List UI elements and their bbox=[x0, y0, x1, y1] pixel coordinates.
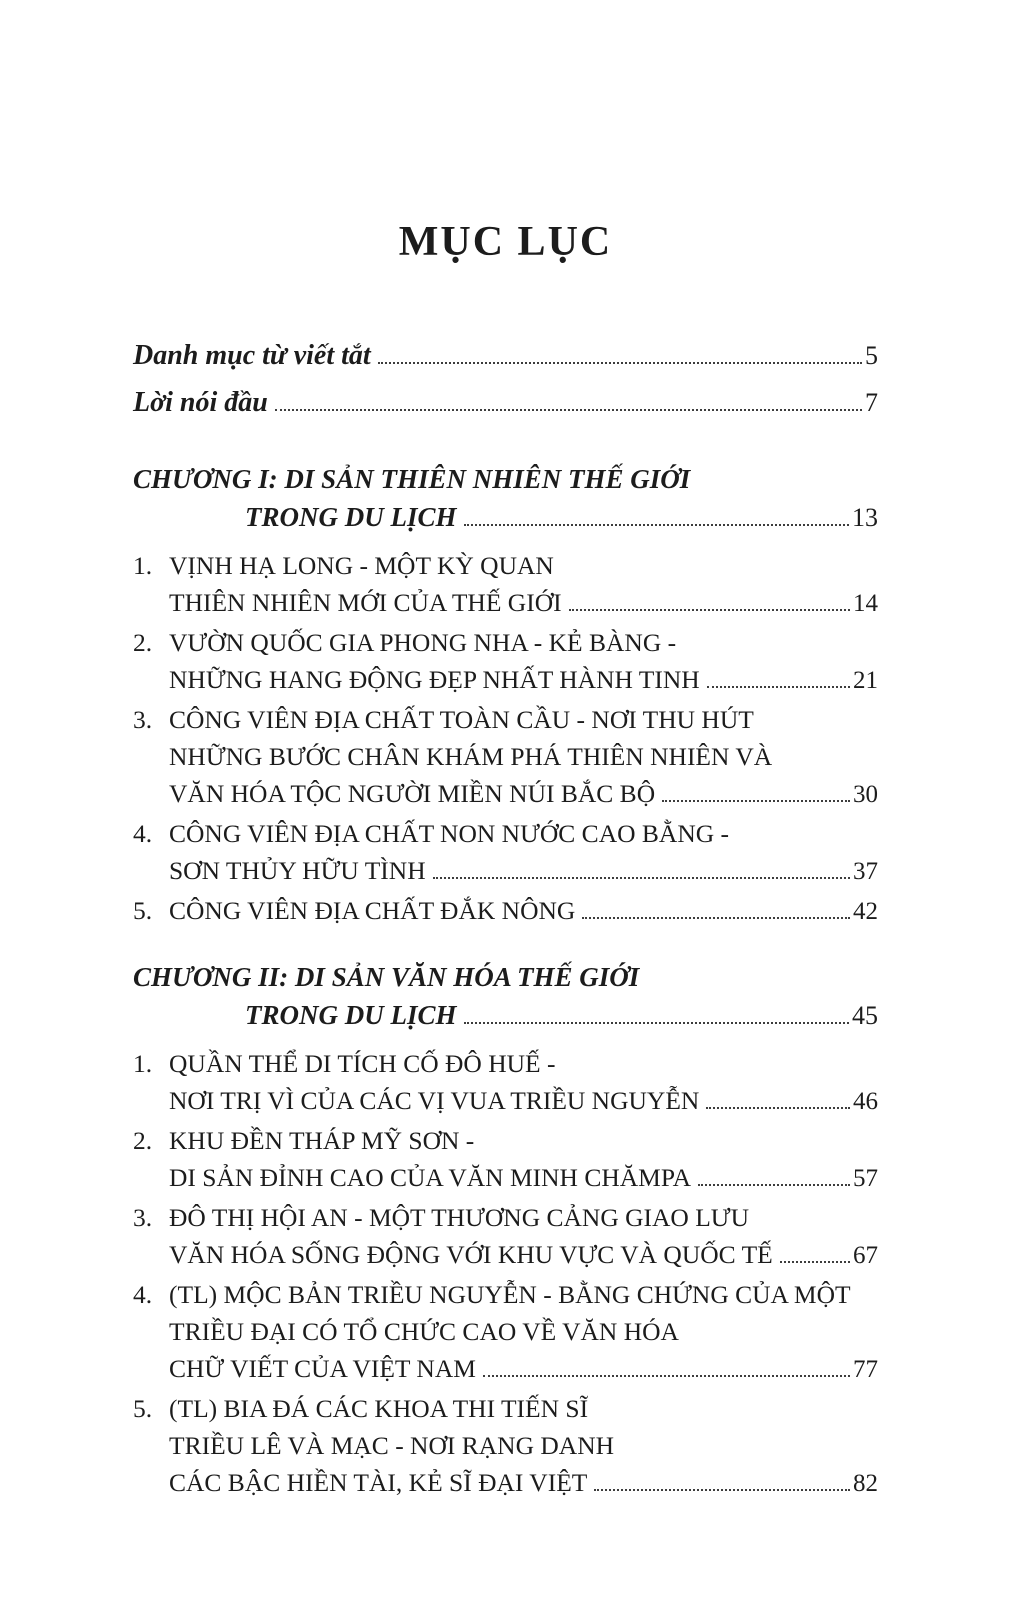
chapter-entries bbox=[133, 547, 878, 930]
dotted-leader bbox=[433, 877, 850, 879]
dotted-leader bbox=[662, 800, 850, 802]
dotted-leader bbox=[594, 1489, 850, 1491]
entry-last-line bbox=[169, 1350, 878, 1388]
dotted-leader bbox=[275, 409, 862, 411]
entry-line: TRIỀU LÊ VÀ MẠC - NƠI RẠNG DANH bbox=[169, 1431, 615, 1460]
page-title: MỤC LỤC bbox=[398, 219, 613, 265]
front-matter-section bbox=[133, 332, 878, 426]
entry-body bbox=[169, 815, 878, 890]
page-number: 77 bbox=[853, 1356, 878, 1383]
dotted-leader bbox=[464, 524, 849, 526]
chapter-heading: CHƯƠNG I: DI SẢN THIÊN NHIÊN THẾ GIỚI bbox=[133, 464, 691, 494]
page-number: 5 bbox=[865, 341, 878, 370]
entry-last-line bbox=[169, 661, 878, 699]
entry-last-line bbox=[169, 852, 878, 890]
entry-line: CÔNG VIÊN ĐỊA CHẤT TOÀN CẦU - NƠI THU HÚT bbox=[169, 705, 754, 734]
toc-entry bbox=[133, 1045, 878, 1120]
entry-body bbox=[169, 624, 878, 699]
entry-last-line bbox=[169, 1159, 878, 1197]
toc-chapter-1 bbox=[133, 460, 878, 930]
entry-body bbox=[169, 1276, 878, 1388]
entry-line: THIÊN NHIÊN MỚI CỦA THẾ GIỚI bbox=[169, 588, 562, 617]
page-number: 7 bbox=[865, 388, 878, 417]
toc-item-label: Danh mục từ viết tắt bbox=[133, 340, 371, 371]
entry-number: 3. bbox=[133, 705, 153, 734]
entry-line: (TL) BIA ĐÁ CÁC KHOA THI TIẾN SĨ bbox=[169, 1394, 589, 1423]
entry-line: ĐÔ THỊ HỘI AN - MỘT THƯƠNG CẢNG GIAO LƯU bbox=[169, 1203, 750, 1232]
toc-front-matter-item bbox=[133, 332, 878, 379]
entry-body bbox=[169, 1122, 878, 1197]
entry-line: CHỮ VIẾT CỦA VIỆT NAM bbox=[169, 1354, 476, 1383]
entry-number: 2. bbox=[133, 1126, 153, 1155]
entry-body bbox=[169, 547, 878, 622]
entry-line: VƯỜN QUỐC GIA PHONG NHA - KẺ BÀNG - bbox=[169, 628, 677, 657]
entry-line: KHU ĐỀN THÁP MỸ SƠN - bbox=[169, 1126, 475, 1155]
entry-number: 4. bbox=[133, 1280, 153, 1309]
entry-body bbox=[169, 1199, 878, 1274]
toc-front-matter-item bbox=[133, 379, 878, 426]
entry-line: QUẦN THỂ DI TÍCH CỐ ĐÔ HUẾ - bbox=[169, 1049, 556, 1078]
page-number: 14 bbox=[853, 590, 878, 617]
entry-number: 5. bbox=[133, 1394, 153, 1423]
toc-entry bbox=[133, 547, 878, 622]
dotted-leader bbox=[582, 917, 850, 919]
entry-last-line bbox=[169, 892, 878, 930]
entry-line: VĂN HÓA TỘC NGƯỜI MIỀN NÚI BẮC BỘ bbox=[169, 779, 656, 808]
entry-number: 2. bbox=[133, 628, 153, 657]
entry-line: VĂN HÓA SỐNG ĐỘNG VỚI KHU VỰC VÀ QUỐC TẾ bbox=[169, 1240, 773, 1269]
entry-body bbox=[169, 1045, 878, 1120]
chapter-heading-continued bbox=[133, 996, 878, 1035]
page-number: 21 bbox=[853, 667, 878, 694]
page-number: 67 bbox=[853, 1242, 878, 1269]
entry-last-line bbox=[169, 775, 878, 813]
entry-line: CÔNG VIÊN ĐỊA CHẤT ĐẮK NÔNG bbox=[169, 896, 576, 925]
chapter-heading-label: TRONG DU LỊCH bbox=[245, 1000, 457, 1030]
dotted-leader bbox=[707, 686, 850, 688]
entry-line: CÔNG VIÊN ĐỊA CHẤT NON NƯỚC CAO BẰNG - bbox=[169, 819, 730, 848]
entry-number: 1. bbox=[133, 551, 153, 580]
dotted-leader bbox=[483, 1375, 850, 1377]
entry-body bbox=[169, 1390, 878, 1502]
entry-line: (TL) MỘC BẢN TRIỀU NGUYỄN - BẰNG CHỨNG CỦA MỘT bbox=[169, 1280, 851, 1309]
entry-last-line bbox=[169, 584, 878, 622]
entry-body bbox=[169, 892, 878, 930]
chapter-entries bbox=[133, 1045, 878, 1502]
entry-last-line bbox=[169, 1082, 878, 1120]
page-number: 57 bbox=[853, 1165, 878, 1192]
entry-line: TRIỀU ĐẠI CÓ TỔ CHỨC CAO VỀ VĂN HÓA bbox=[169, 1317, 679, 1346]
entry-line: DI SẢN ĐỈNH CAO CỦA VĂN MINH CHĂMPA bbox=[169, 1163, 692, 1192]
entry-line: VỊNH HẠ LONG - MỘT KỲ QUAN bbox=[169, 551, 554, 580]
chapter-heading: CHƯƠNG II: DI SẢN VĂN HÓA THẾ GIỚI bbox=[133, 962, 640, 992]
entry-number: 3. bbox=[133, 1203, 153, 1232]
dotted-leader bbox=[569, 609, 850, 611]
entry-last-line bbox=[169, 1464, 878, 1502]
dotted-leader bbox=[378, 362, 862, 364]
dotted-leader bbox=[706, 1107, 850, 1109]
page-number: 13 bbox=[852, 503, 878, 532]
entry-line: CÁC BẬC HIỀN TÀI, KẺ SĨ ĐẠI VIỆT bbox=[169, 1468, 588, 1497]
page-number: 45 bbox=[852, 1001, 878, 1030]
chapter-heading-continued bbox=[133, 498, 878, 537]
page-number: 37 bbox=[853, 858, 878, 885]
toc-item-label: Lời nói đầu bbox=[133, 387, 268, 418]
dotted-leader bbox=[780, 1261, 850, 1263]
toc-entry bbox=[133, 624, 878, 699]
toc-chapter-2 bbox=[133, 958, 878, 1502]
page-number: 30 bbox=[853, 781, 878, 808]
page-number: 82 bbox=[853, 1470, 878, 1497]
entry-number: 5. bbox=[133, 896, 153, 925]
toc-entry bbox=[133, 1390, 878, 1502]
toc-entry bbox=[133, 1122, 878, 1197]
entry-number: 4. bbox=[133, 819, 153, 848]
entry-last-line bbox=[169, 1236, 878, 1274]
entry-body bbox=[169, 701, 878, 813]
entry-line: SƠN THỦY HỮU TÌNH bbox=[169, 856, 426, 885]
page-number: 42 bbox=[853, 898, 878, 925]
dotted-leader bbox=[698, 1184, 850, 1186]
entry-number: 1. bbox=[133, 1049, 153, 1078]
entry-line: NƠI TRỊ VÌ CỦA CÁC VỊ VUA TRIỀU NGUYỄN bbox=[169, 1086, 700, 1115]
toc-entry bbox=[133, 892, 878, 930]
toc-entry bbox=[133, 1276, 878, 1388]
entry-line: NHỮNG HANG ĐỘNG ĐẸP NHẤT HÀNH TINH bbox=[169, 665, 700, 694]
chapter-heading-label: TRONG DU LỊCH bbox=[245, 502, 457, 532]
toc-entry bbox=[133, 1199, 878, 1274]
toc-entry bbox=[133, 701, 878, 813]
page-number: 46 bbox=[853, 1088, 878, 1115]
entry-line: NHỮNG BƯỚC CHÂN KHÁM PHÁ THIÊN NHIÊN VÀ bbox=[169, 742, 773, 771]
toc-entry bbox=[133, 815, 878, 890]
dotted-leader bbox=[464, 1022, 849, 1024]
